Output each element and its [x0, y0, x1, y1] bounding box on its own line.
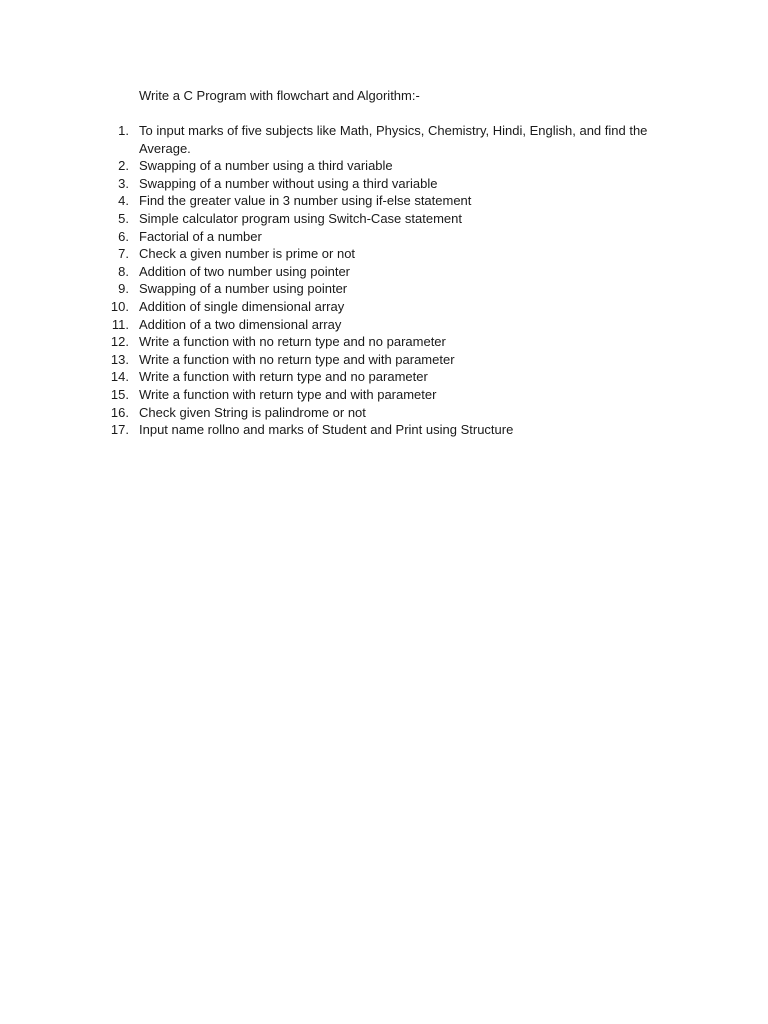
- list-item: [0, 192, 768, 210]
- list-item: [0, 157, 768, 175]
- list-item-number: 11.: [111, 316, 129, 332]
- list-item: [0, 175, 768, 193]
- list-item-number: 12.: [110, 334, 129, 350]
- list-item-number: 5.: [118, 210, 129, 226]
- list-item: [0, 333, 768, 351]
- list-item: [0, 210, 768, 228]
- list-item-number: 15.: [110, 386, 129, 402]
- list-item: [0, 280, 768, 298]
- list-item-number: 9.: [118, 281, 129, 297]
- list-item: [0, 368, 768, 386]
- list-item: [0, 386, 768, 404]
- list-item-text: To input marks of five subjects like Math, Physics, Chemistry, Hindi, English, and find the Average.: [139, 123, 648, 156]
- list-item-text: Factorial of a number: [139, 228, 262, 244]
- list-item-number: 14.: [110, 369, 129, 385]
- list-item-text: Write a function with no return type and with parameter: [139, 351, 455, 367]
- list-item: [0, 351, 768, 369]
- list-item-text: Write a function with return type and no parameter: [139, 369, 428, 385]
- list-item: [0, 316, 768, 334]
- list-item-text: Find the greater value in 3 number using if-else statement: [139, 193, 472, 209]
- list-item-number: 6.: [118, 228, 129, 244]
- list-item-text: Addition of a two dimensional array: [139, 316, 342, 332]
- list-item: [0, 298, 768, 316]
- document-heading: Write a C Program with flowchart and Algorithm:-: [139, 88, 420, 103]
- list-item-number: 7.: [118, 246, 129, 262]
- list-item-number: 16.: [110, 404, 129, 420]
- program-list: [0, 122, 768, 439]
- list-item-text: Addition of two number using pointer: [139, 263, 351, 279]
- list-item-number: 1.: [118, 123, 129, 138]
- list-item-number: 17.: [110, 422, 129, 438]
- list-item: [0, 228, 768, 246]
- list-item: [0, 421, 768, 439]
- list-item: [0, 122, 768, 157]
- list-item-text: Simple calculator program using Switch-Case statement: [139, 210, 462, 226]
- list-item: [0, 263, 768, 281]
- list-item-text: Swapping of a number without using a third variable: [139, 175, 438, 191]
- list-item-number: 3.: [118, 175, 129, 191]
- list-item-number: 13.: [110, 351, 129, 367]
- list-item-text: Check a given number is prime or not: [139, 246, 356, 262]
- list-item-number: 2.: [118, 158, 129, 174]
- list-item-number: 8.: [118, 263, 129, 279]
- list-item-text: Write a function with return type and with parameter: [139, 386, 437, 402]
- list-item-number: 4.: [118, 193, 129, 209]
- list-item-text: Swapping of a number using a third variable: [139, 158, 393, 174]
- list-item: [0, 404, 768, 422]
- list-item-text: Write a function with no return type and no parameter: [139, 334, 446, 350]
- list-item-text: Input name rollno and marks of Student and Print using Structure: [139, 422, 514, 438]
- list-item-text: Addition of single dimensional array: [139, 298, 345, 314]
- list-item: [0, 245, 768, 263]
- list-item-text: Swapping of a number using pointer: [139, 281, 348, 297]
- list-item-number: 10.: [110, 298, 129, 314]
- list-item-text: Check given String is palindrome or not: [139, 404, 366, 420]
